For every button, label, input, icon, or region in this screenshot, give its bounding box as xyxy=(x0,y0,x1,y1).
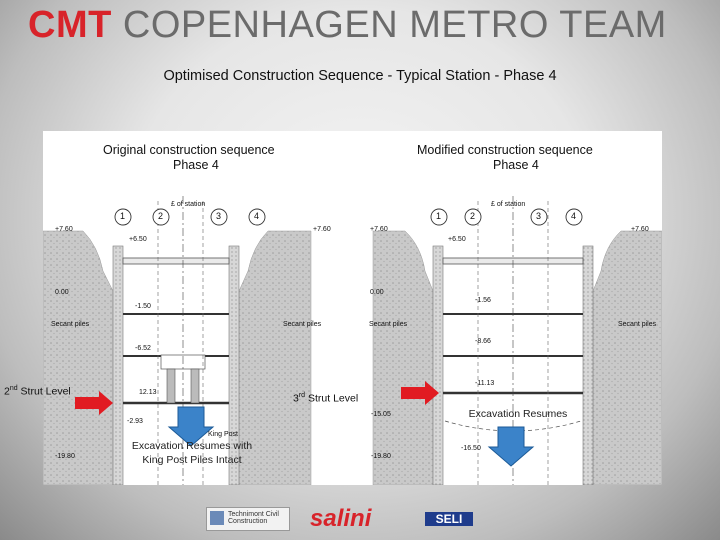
company-logo xyxy=(28,4,667,47)
left-phase: Phase 4 xyxy=(173,158,219,172)
left-secant-left: Secant piles xyxy=(51,321,90,328)
strut3-label: 3rd Strut Level xyxy=(293,392,359,405)
salini-logo: salini xyxy=(310,505,372,532)
right-level-bottom: -19.80 xyxy=(371,453,391,460)
left-col-2: 2 xyxy=(158,211,164,221)
left-level-bottom: -19.80 xyxy=(55,453,75,460)
right-secant-left: Secant piles xyxy=(369,321,408,328)
left-level-excav: -2.93 xyxy=(127,418,143,425)
left-level-strut3: 12.13 xyxy=(139,389,157,396)
left-level-top-left: +7.60 xyxy=(55,226,73,233)
right-level-excav: -15.05 xyxy=(371,411,391,418)
slide-title: Optimised Construction Sequence - Typical Station - Phase 4 xyxy=(163,68,557,84)
construction-drawing xyxy=(43,131,662,485)
excav-left-line2: King Post Piles Intact xyxy=(142,454,242,466)
right-column-markers xyxy=(431,209,582,225)
excav-left-note xyxy=(127,439,257,467)
right-level-inner: +6.50 xyxy=(448,236,466,243)
right-col-1: 1 xyxy=(436,211,442,221)
technimont-logo xyxy=(206,507,290,531)
right-level-zero: 0.00 xyxy=(370,289,384,296)
right-secant-right: Secant piles xyxy=(618,321,657,328)
left-level-strut1: -1.50 xyxy=(135,303,151,310)
seli-logo: SELI xyxy=(425,512,473,526)
logo-cmt: CMT xyxy=(28,4,112,46)
left-col-4: 4 xyxy=(254,211,260,221)
left-column-markers xyxy=(115,209,265,225)
right-axis-label: £ of station xyxy=(491,201,526,208)
right-level-strut1: -1.56 xyxy=(475,297,491,304)
left-level-top-right: +7.60 xyxy=(313,226,331,233)
header xyxy=(0,0,720,58)
right-level-arc: -16.50 xyxy=(461,445,481,452)
left-level-strut2: -6.52 xyxy=(135,345,151,352)
technimont-logo-text: Technimont Civil Construction xyxy=(228,511,279,525)
technimont-logo-icon xyxy=(210,511,224,525)
excav-right-note: Excavation Resumes xyxy=(468,408,568,420)
right-level-strut2: -8.66 xyxy=(475,338,491,345)
right-level-top-right: +7.60 xyxy=(631,226,649,233)
left-heading: Original construction sequence xyxy=(103,143,275,157)
left-col-3: 3 xyxy=(216,211,222,221)
right-level-top-left: +7.60 xyxy=(370,226,388,233)
right-col-4: 4 xyxy=(571,211,577,221)
excav-right-arrow xyxy=(489,427,533,466)
right-phase: Phase 4 xyxy=(493,158,539,172)
right-heading: Modified construction sequence xyxy=(417,143,593,157)
left-level-inner: +6.50 xyxy=(129,236,147,243)
right-level-strut3: -11.13 xyxy=(475,380,495,387)
strut2-label: 2nd Strut Level xyxy=(4,385,71,398)
excav-left-line1: Excavation Resumes with xyxy=(131,440,253,452)
logo-text: COPENHAGEN METRO TEAM xyxy=(111,4,667,46)
left-kingpost: King Post xyxy=(208,431,238,438)
right-col-3: 3 xyxy=(536,211,542,221)
left-col-1: 1 xyxy=(120,211,126,221)
left-level-zero: 0.00 xyxy=(55,289,69,296)
left-axis-label: £ of station xyxy=(171,201,206,208)
left-secant-right: Secant piles xyxy=(283,321,322,328)
right-col-2: 2 xyxy=(470,211,476,221)
